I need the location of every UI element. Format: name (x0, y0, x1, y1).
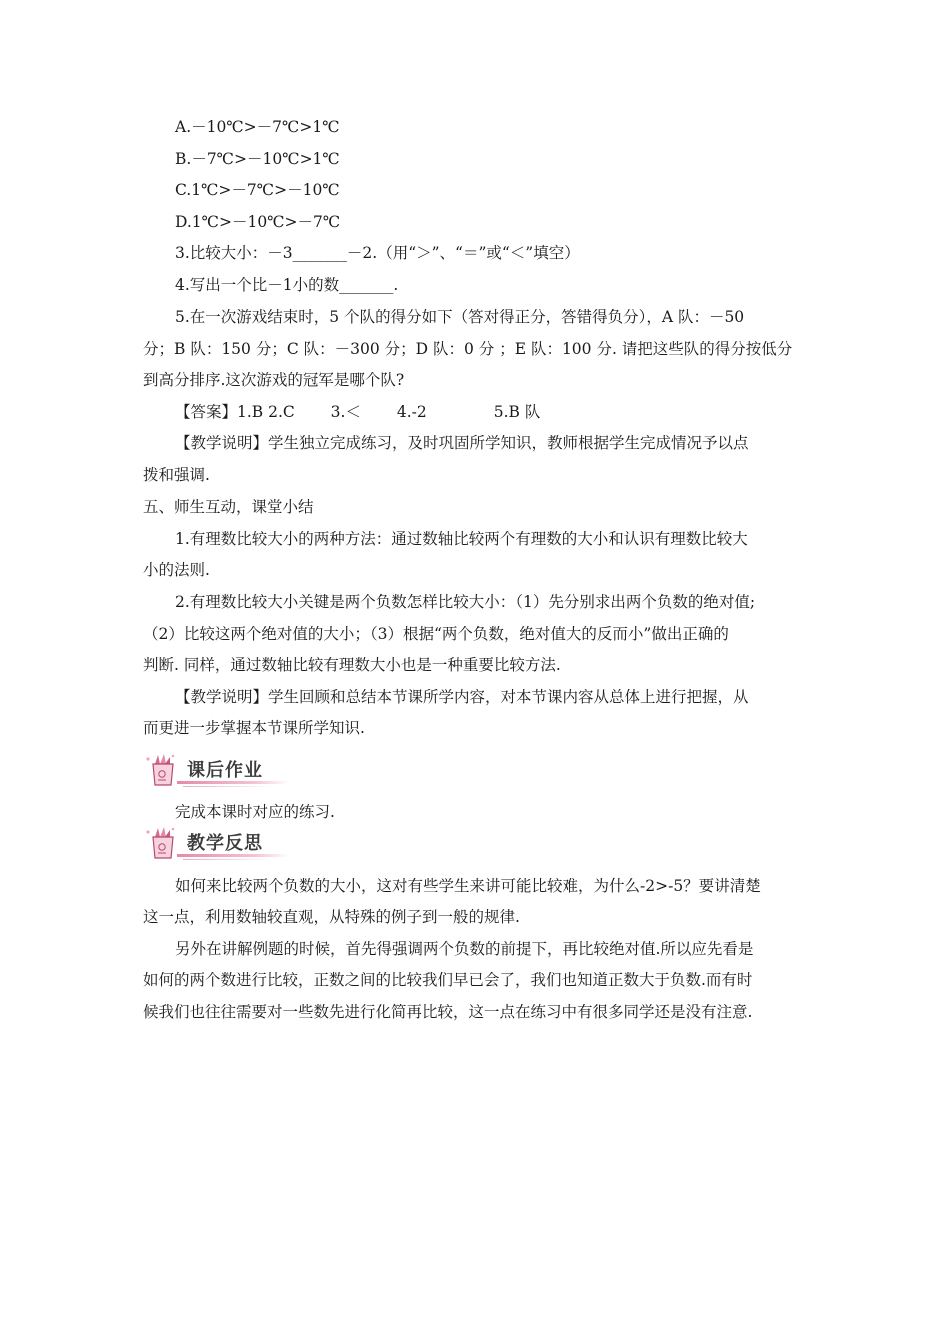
option-d: D.1℃>－10℃>－7℃ (175, 213, 341, 231)
homework-section-header (143, 750, 293, 790)
reflection-p1-line-1: 如何来比较两个负数的大小，这对有些学生来讲可能比较难，为什么-2>-5？要讲清楚 (175, 877, 761, 895)
underline-bar (177, 854, 289, 857)
reflection-section-header (143, 823, 293, 863)
option-a: A.－10℃>－7℃>1℃ (175, 118, 340, 136)
reflection-p2-line-3: 候我们也往往需要对一些数先进行化简再比较，这一点在练习中有很多同学还是没有注意. (143, 1003, 753, 1021)
teaching-note-2-line-2: 而更进一步掌握本节课所学知识. (143, 719, 365, 737)
section-5-title: 五、师生互动，课堂小结 (143, 498, 314, 516)
question-5-line-3: 到高分排序.这次游戏的冠军是哪个队? (143, 371, 405, 389)
question-4: 4.写出一个比－1小的数_______. (175, 276, 399, 294)
summary-1-line-2: 小的法则. (143, 561, 210, 579)
reflection-title: 教学反思 (187, 833, 263, 854)
summary-2-line-2: （2）比较这两个绝对值的大小；（3）根据“两个负数，绝对值大的反而小”做出正确的 (143, 625, 729, 643)
underline-bar-thin (183, 786, 273, 787)
question-3: 3.比较大小：－3_______－2.（用“＞”、“＝”或“＜”填空） (175, 244, 580, 262)
summary-1-line-1: 1.有理数比较大小的两种方法：通过数轴比较两个有理数的大小和认识有理数比较大 (175, 530, 748, 548)
teaching-note-1-line-1: 【教学说明】学生独立完成练习，及时巩固所学知识，教师根据学生完成情况予以点 (175, 434, 749, 452)
underline-bar (177, 781, 289, 784)
reflection-p2-line-1: 另外在讲解例题的时候，首先得强调两个负数的前提下，再比较绝对值.所以应先看是 (175, 940, 754, 958)
teaching-note-1-line-2: 拨和强调. (143, 466, 210, 484)
option-b: B.－7℃>－10℃>1℃ (175, 150, 340, 168)
option-c: C.1℃>－7℃>－10℃ (175, 181, 340, 199)
homework-text: 完成本课时对应的练习. (175, 803, 335, 821)
question-5-line-2: 分；B 队：150 分；C 队：－300 分；D 队：0 分 ；E 队：100 分. 请把这些队的得分按低分 (143, 340, 793, 358)
reflection-p1-line-2: 这一点，利用数轴较直观，从特殊的例子到一般的规律. (143, 908, 520, 926)
summary-2-line-3: 判断. 同样，通过数轴比较有理数大小也是一种重要比较方法. (143, 656, 561, 674)
answer-line: 【答案】1.B 2.C 3.＜ 4.-2 5.B 队 (175, 403, 541, 421)
homework-title: 课后作业 (187, 760, 263, 781)
question-5-line-1: 5.在一次游戏结束时，5 个队的得分如下（答对得正分，答错得负分），A 队：－50 (175, 308, 745, 326)
underline-bar-thin (183, 859, 273, 860)
teaching-note-2-line-1: 【教学说明】学生回顾和总结本节课所学内容，对本节课内容从总体上进行把握，从 (175, 688, 749, 706)
summary-2-line-1: 2.有理数比较大小关键是两个负数怎样比较大小：（1）先分别求出两个负数的绝对值; (175, 593, 756, 611)
reflection-p2-line-2: 如何的两个数进行比较，正数之间的比较我们早已会了，我们也知道正数大于负数.而有时 (143, 971, 753, 989)
